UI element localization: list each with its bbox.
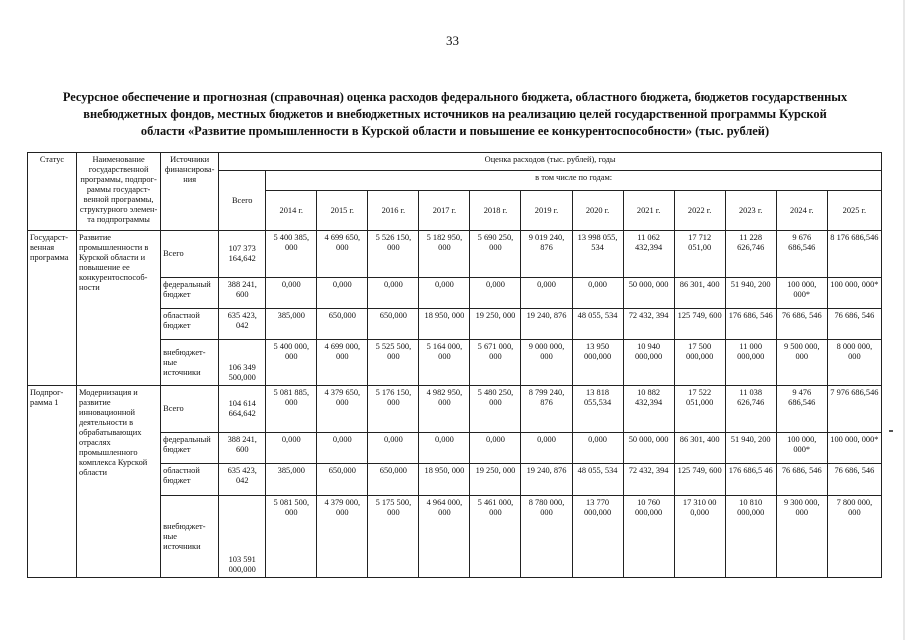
- year-value-cell: 650,000: [317, 464, 368, 496]
- year-value-cell: 100 000, 000*: [827, 433, 881, 464]
- year-value-cell: 385,000: [266, 309, 317, 340]
- year-value-cell: 0,000: [266, 433, 317, 464]
- year-value-cell: 11 000 000,000: [725, 340, 776, 386]
- header-year: 2021 г.: [623, 191, 674, 231]
- year-value-cell: 9 019 240, 876: [521, 231, 572, 278]
- group-status: Государст- венная программа: [28, 231, 77, 386]
- year-value-cell: 50 000, 000: [623, 433, 674, 464]
- year-value-cell: 5 175 500, 000: [368, 496, 419, 578]
- year-value-cell: 17 522 051,000: [674, 386, 725, 433]
- table-row: [28, 231, 882, 278]
- year-value-cell: 5 526 150, 000: [368, 231, 419, 278]
- header-total: Всего: [219, 171, 266, 231]
- year-value-cell: 0,000: [317, 278, 368, 309]
- total-cell: 106 349 500,000: [219, 340, 266, 386]
- total-cell: 103 591 000,000: [219, 496, 266, 578]
- total-cell: 388 241, 600: [219, 278, 266, 309]
- group-name: Развитие промышленности в Курской области и повышение ее конкурентоспособ- ности: [77, 231, 161, 386]
- year-value-cell: 19 240, 876: [521, 464, 572, 496]
- year-value-cell: 5 671 000, 000: [470, 340, 521, 386]
- group-status: Подпрог- рамма 1: [28, 386, 77, 578]
- year-value-cell: 100 000, 000*: [827, 278, 881, 309]
- year-value-cell: 9 000 000, 000: [521, 340, 572, 386]
- year-value-cell: 10 760 000,000: [623, 496, 674, 578]
- year-value-cell: 48 055, 534: [572, 309, 623, 340]
- year-value-cell: 100 000, 000*: [776, 278, 827, 309]
- year-value-cell: 13 998 055, 534: [572, 231, 623, 278]
- source-label: федеральный бюджет: [161, 278, 219, 309]
- year-value-cell: 9 300 000, 000: [776, 496, 827, 578]
- source-label: областной бюджет: [161, 309, 219, 340]
- year-value-cell: 10 940 000,000: [623, 340, 674, 386]
- table-row: [28, 386, 882, 433]
- year-value-cell: 4 379 000, 000: [317, 496, 368, 578]
- year-value-cell: 8 780 000, 000: [521, 496, 572, 578]
- year-value-cell: 17 500 000,000: [674, 340, 725, 386]
- header-name: Наименование государственной программы, подпрог- раммы государст- венной программы, структурного элемен- та подпрограммы: [77, 153, 161, 231]
- header-year: 2016 г.: [368, 191, 419, 231]
- header-sources: Источники финансирова- ния: [161, 153, 219, 231]
- year-value-cell: 4 982 950, 000: [419, 386, 470, 433]
- year-value-cell: 5 480 250, 000: [470, 386, 521, 433]
- year-value-cell: 4 699 000, 000: [317, 340, 368, 386]
- header-year: 2024 г.: [776, 191, 827, 231]
- header-year: 2014 г.: [266, 191, 317, 231]
- year-value-cell: 8 000 000, 000: [827, 340, 881, 386]
- header-status: Статус: [28, 153, 77, 231]
- budget-table: [27, 152, 882, 578]
- year-value-cell: 0,000: [572, 278, 623, 309]
- source-label: внебюджет- ные источники: [161, 496, 219, 578]
- header-by-years: в том числе по годам:: [266, 171, 882, 191]
- year-value-cell: 4 379 650, 000: [317, 386, 368, 433]
- year-value-cell: 18 950, 000: [419, 309, 470, 340]
- total-cell: 388 241, 600: [219, 433, 266, 464]
- source-label: областной бюджет: [161, 464, 219, 496]
- year-value-cell: 19 250, 000: [470, 309, 521, 340]
- year-value-cell: 13 950 000,000: [572, 340, 623, 386]
- year-value-cell: 0,000: [470, 433, 521, 464]
- year-value-cell: 50 000, 000: [623, 278, 674, 309]
- total-cell: 635 423, 042: [219, 464, 266, 496]
- header-year: 2015 г.: [317, 191, 368, 231]
- year-value-cell: 5 176 150, 000: [368, 386, 419, 433]
- year-value-cell: 9 500 000, 000: [776, 340, 827, 386]
- year-value-cell: 76 686, 546: [827, 309, 881, 340]
- year-value-cell: 17 712 051,00: [674, 231, 725, 278]
- year-value-cell: 650,000: [368, 464, 419, 496]
- year-value-cell: 8 176 686,546: [827, 231, 881, 278]
- year-value-cell: 4 699 650, 000: [317, 231, 368, 278]
- year-value-cell: 0,000: [419, 278, 470, 309]
- year-value-cell: 76 686, 546: [776, 464, 827, 496]
- year-value-cell: 5 081 885, 000: [266, 386, 317, 433]
- year-value-cell: 7 800 000, 000: [827, 496, 881, 578]
- year-value-cell: 5 461 000, 000: [470, 496, 521, 578]
- year-value-cell: 8 799 240, 876: [521, 386, 572, 433]
- header-year: 2019 г.: [521, 191, 572, 231]
- year-value-cell: 7 976 686,546: [827, 386, 881, 433]
- source-label: Всего: [161, 386, 219, 433]
- year-value-cell: 19 250, 000: [470, 464, 521, 496]
- source-label: федеральный бюджет: [161, 433, 219, 464]
- year-value-cell: 176 686,5 46: [725, 464, 776, 496]
- year-value-cell: 5 182 950, 000: [419, 231, 470, 278]
- year-value-cell: 11 038 626,746: [725, 386, 776, 433]
- scan-mark: [889, 430, 893, 432]
- year-value-cell: 86 301, 400: [674, 433, 725, 464]
- group-name: Модернизация и развитие инновационной деятельности в обрабатывающих отраслях промышленного комплекса Курской области: [77, 386, 161, 578]
- year-value-cell: 5 400 385, 000: [266, 231, 317, 278]
- year-value-cell: 650,000: [368, 309, 419, 340]
- header-year: 2022 г.: [674, 191, 725, 231]
- document-title: Ресурсное обеспечение и прогнозная (справочная) оценка расходов федерального бюджета, областного бюджета, бюджетов государственных внебюджетных фондов, местных бюджетов и внебюджетных источников на реализацию целей государственной программы Курской области «Развитие промышленности в Курской области и повышение ее конкурентоспособности» (тыс. рублей): [62, 90, 848, 138]
- year-value-cell: 5 400 000, 000: [266, 340, 317, 386]
- year-value-cell: 0,000: [521, 278, 572, 309]
- year-value-cell: 0,000: [368, 278, 419, 309]
- year-value-cell: 5 164 000, 000: [419, 340, 470, 386]
- year-value-cell: 51 940, 200: [725, 433, 776, 464]
- source-label: внебюджет- ные источники: [161, 340, 219, 386]
- year-value-cell: 11 062 432,394: [623, 231, 674, 278]
- year-value-cell: 5 525 500, 000: [368, 340, 419, 386]
- year-value-cell: 11 228 626,746: [725, 231, 776, 278]
- year-value-cell: 13 818 055,534: [572, 386, 623, 433]
- year-value-cell: 0,000: [521, 433, 572, 464]
- year-value-cell: 17 310 00 0,000: [674, 496, 725, 578]
- year-value-cell: 9 676 686,546: [776, 231, 827, 278]
- year-value-cell: 10 810 000,000: [725, 496, 776, 578]
- header-year: 2018 г.: [470, 191, 521, 231]
- year-value-cell: 51 940, 200: [725, 278, 776, 309]
- year-value-cell: 0,000: [317, 433, 368, 464]
- page-number: 33: [446, 33, 459, 48]
- year-value-cell: 13 770 000,000: [572, 496, 623, 578]
- year-value-cell: 176 686, 546: [725, 309, 776, 340]
- header-year: 2025 г.: [827, 191, 881, 231]
- year-value-cell: 385,000: [266, 464, 317, 496]
- year-value-cell: 10 882 432,394: [623, 386, 674, 433]
- table-body: [28, 231, 882, 578]
- year-value-cell: 5 690 250, 000: [470, 231, 521, 278]
- year-value-cell: 18 950, 000: [419, 464, 470, 496]
- year-value-cell: 9 476 686,546: [776, 386, 827, 433]
- year-value-cell: 19 240, 876: [521, 309, 572, 340]
- year-value-cell: 0,000: [470, 278, 521, 309]
- total-cell: 104 614 664,642: [219, 386, 266, 433]
- header-year: 2020 г.: [572, 191, 623, 231]
- year-value-cell: 0,000: [266, 278, 317, 309]
- header-year: 2023 г.: [725, 191, 776, 231]
- year-value-cell: 125 749, 600: [674, 464, 725, 496]
- year-value-cell: 72 432, 394: [623, 309, 674, 340]
- year-value-cell: 650,000: [317, 309, 368, 340]
- year-value-cell: 125 749, 600: [674, 309, 725, 340]
- year-value-cell: 0,000: [419, 433, 470, 464]
- header-estimate: Оценка расходов (тыс. рублей), годы: [219, 153, 882, 171]
- year-value-cell: 100 000, 000*: [776, 433, 827, 464]
- year-value-cell: 0,000: [368, 433, 419, 464]
- year-value-cell: 0,000: [572, 433, 623, 464]
- year-value-cell: 72 432, 394: [623, 464, 674, 496]
- year-value-cell: 48 055, 534: [572, 464, 623, 496]
- total-cell: 107 373 164,642: [219, 231, 266, 278]
- year-value-cell: 76 686, 546: [827, 464, 881, 496]
- year-value-cell: 4 964 000, 000: [419, 496, 470, 578]
- source-label: Всего: [161, 231, 219, 278]
- header-year: 2017 г.: [419, 191, 470, 231]
- total-cell: 635 423, 042: [219, 309, 266, 340]
- year-value-cell: 5 081 500, 000: [266, 496, 317, 578]
- year-value-cell: 86 301, 400: [674, 278, 725, 309]
- year-value-cell: 76 686, 546: [776, 309, 827, 340]
